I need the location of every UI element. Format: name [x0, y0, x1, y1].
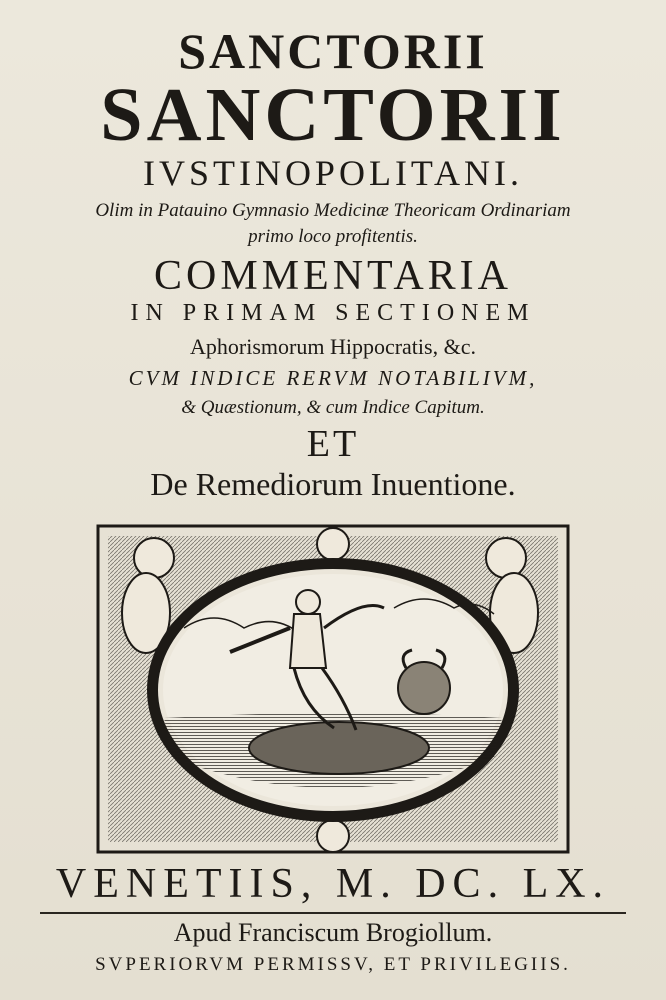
- imprint-publisher: Apud Franciscum Brogiollum.: [173, 918, 493, 947]
- work-subject: Aphorismorum Hippocratis, &c.: [190, 334, 476, 359]
- conjunction: ET: [306, 423, 360, 465]
- author-name-line-1: SANCTORII: [178, 23, 488, 79]
- imprint-privilege: SVPERIORVM PERMISSV, ET PRIVILEGIIS.: [95, 954, 571, 975]
- mask-top-icon: [317, 528, 349, 560]
- author-description-continued: primo loco profitentis.: [248, 226, 418, 247]
- index-note: CVM INDICE RERVM NOTABILIVM,: [128, 366, 538, 390]
- author-origin: IVSTINOPOLITANI.: [142, 153, 524, 193]
- author-description: Olim in Patauino Gymnasio Medicinæ Theoricam Ordinariam: [95, 200, 571, 221]
- work-title: COMMENTARIA: [154, 253, 512, 299]
- printer-device-woodcut-icon: [94, 518, 572, 858]
- woodcut-illustration: [94, 518, 572, 858]
- mask-bottom-icon: [317, 820, 349, 852]
- imprint-rule: [40, 912, 626, 914]
- imprint-place-date: VENETIIS, M. DC. LX.: [55, 861, 611, 907]
- work-subtitle: IN PRIMAM SECTIONEM: [130, 300, 536, 326]
- second-work-title: De Remediorum Inuentione.: [150, 466, 516, 502]
- index-note-continued: & Quæstionum, & cum Indice Capitum.: [181, 397, 485, 418]
- author-name-line-2: SANCTORII: [100, 73, 566, 157]
